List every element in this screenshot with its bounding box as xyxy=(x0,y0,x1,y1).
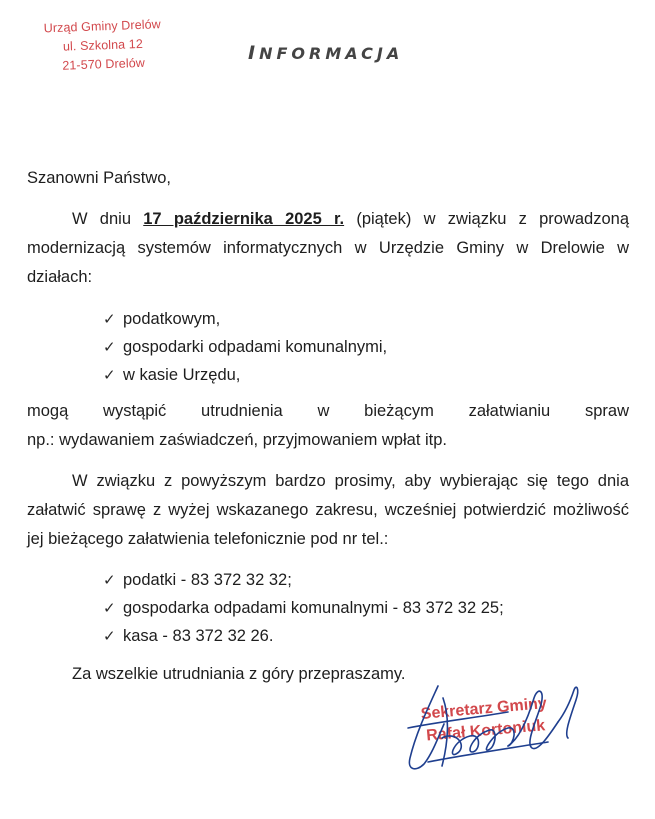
title-rest: NFORMACJA xyxy=(259,44,404,63)
document-title xyxy=(248,42,403,64)
check-icon: ✓ xyxy=(103,571,116,589)
list-item: ✓ w kasie Urzędu, xyxy=(103,361,387,389)
signatory-role: Sekretarz Gminy xyxy=(420,694,548,723)
list-item: ✓ gospodarka odpadami komunalnymi - 83 372 32 25; xyxy=(103,594,504,622)
closure-date: 17 października 2025 r. xyxy=(143,210,345,228)
list-item: ✓ podatki - 83 372 32 32; xyxy=(103,566,504,594)
title-initial: I xyxy=(248,42,260,64)
handwritten-signature xyxy=(398,678,583,778)
closing-apology: Za wszelkie utrudniania z góry przepraszamy. xyxy=(72,665,406,683)
check-icon: ✓ xyxy=(103,338,116,356)
check-icon: ✓ xyxy=(103,310,116,328)
list-item: ✓ kasa - 83 372 32 26. xyxy=(103,622,504,650)
check-icon: ✓ xyxy=(103,627,116,645)
paragraph-intro xyxy=(27,205,629,292)
paragraph-difficulties-line2: np.: wydawaniem zaświadczeń, przyjmowaniem wpłat itp. xyxy=(27,431,448,449)
paragraph-request: W związku z powyższym bardzo prosimy, aby wybierając się tego dnia załatwić sprawę z wyżej wskazanego zakresu, wcześniej potwierdzić możliwość jej bieżącego załatwienia telefonicznie pod nr tel.: xyxy=(27,472,629,548)
greeting: Szanowni Państwo, xyxy=(27,169,171,187)
signatory-name: Rafał Kortoniuk xyxy=(425,717,546,745)
check-icon: ✓ xyxy=(103,599,116,617)
list-item: ✓ gospodarki odpadami komunalnymi, xyxy=(103,333,387,361)
phone-list xyxy=(103,566,504,650)
stamp-street: ul. Szkolna 12 xyxy=(62,36,144,54)
departments-list xyxy=(103,305,387,389)
intro-after-date: (piątek) w związku z prowadzoną modernizacją systemów informatycznych w Urzędzie Gminy w Drelowie w działach: xyxy=(27,210,630,286)
intro-before-date: W dniu xyxy=(72,210,144,228)
paragraph-difficulties-line1: mogą wystąpić utrudnienia w bieżącym załatwianiu spraw xyxy=(27,402,629,420)
office-address-stamp xyxy=(24,15,182,77)
check-icon: ✓ xyxy=(103,366,116,384)
list-item: ✓ podatkowym, xyxy=(103,305,387,333)
stamp-postcode-city: 21-570 Drelów xyxy=(62,55,146,73)
stamp-office-name: Urząd Gminy Drelów xyxy=(43,17,162,36)
